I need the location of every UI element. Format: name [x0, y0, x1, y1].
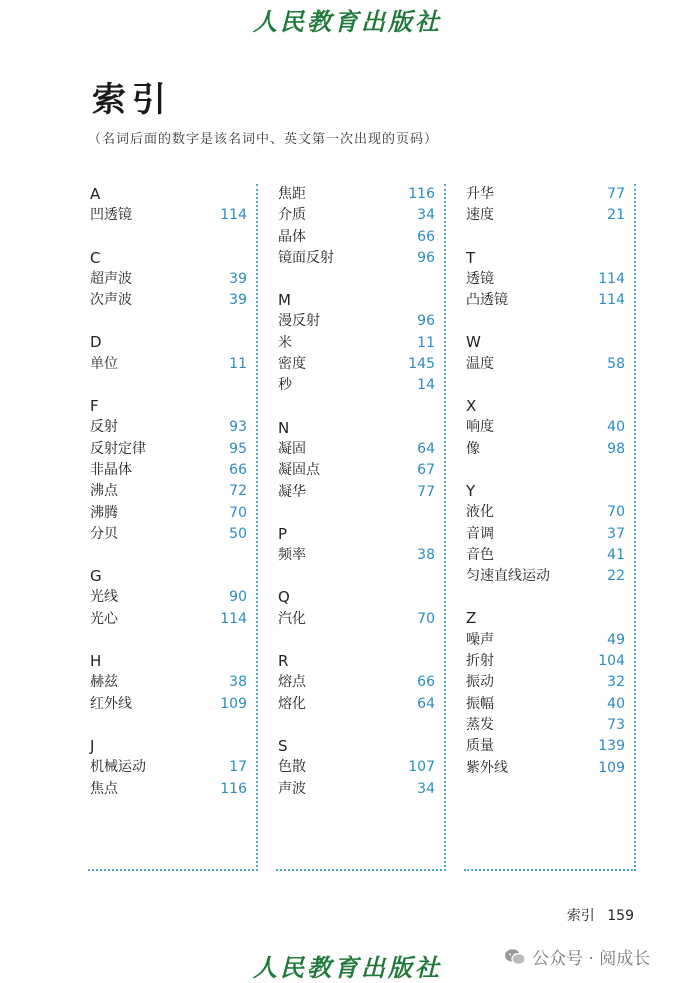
index-term: 秒 [278, 377, 292, 394]
index-entry [278, 757, 435, 778]
index-term: 凹透镜 [90, 207, 132, 224]
index-page-number: 114 [220, 610, 247, 627]
index-letter: F [90, 397, 99, 416]
wechat-icon [504, 948, 526, 966]
index-entry [278, 672, 435, 693]
index-page-number: 114 [598, 270, 625, 287]
index-term: 振幅 [466, 695, 494, 712]
index-group [278, 587, 435, 630]
index-group [90, 396, 247, 545]
index-entry [278, 694, 435, 715]
index-term: 凝华 [278, 483, 306, 500]
index-term: 分贝 [90, 525, 118, 542]
index-entry [466, 651, 625, 672]
index-entry [466, 184, 625, 205]
index-entry [90, 587, 247, 608]
index-entry [278, 609, 435, 630]
index-group [278, 290, 435, 396]
index-entry [466, 269, 625, 290]
index-entry [90, 524, 247, 545]
index-column-2 [276, 184, 446, 871]
index-term: 焦距 [278, 186, 306, 202]
index-group [90, 332, 247, 375]
index-entry [466, 417, 625, 438]
index-page-number: 109 [598, 759, 625, 776]
index-entry [90, 481, 247, 502]
index-term: 机械运动 [90, 759, 146, 776]
index-page-number: 21 [607, 207, 625, 224]
index-entry [90, 354, 247, 375]
index-entry [466, 290, 625, 311]
index-group [466, 248, 625, 312]
index-term: 次声波 [90, 292, 132, 309]
index-page-number: 70 [607, 504, 625, 521]
index-page-number: 93 [229, 419, 247, 436]
index-entry [90, 417, 247, 438]
index-entry [466, 672, 625, 693]
footer-label: 索引 [566, 908, 595, 924]
index-entry [278, 248, 435, 269]
index-entry [466, 354, 625, 375]
index-letter: X [466, 397, 477, 416]
index-group [278, 418, 435, 503]
index-page-number: 50 [229, 525, 247, 542]
index-term: 匀速直线运动 [466, 568, 550, 585]
index-letter: W [466, 333, 481, 352]
index-term: 介质 [278, 207, 306, 224]
index-page-number: 72 [229, 483, 247, 500]
index-page-number: 98 [607, 440, 625, 457]
index-entry [466, 524, 625, 545]
index-term: 漫反射 [278, 313, 320, 330]
index-page-number: 39 [229, 292, 247, 309]
index-group [466, 608, 625, 778]
index-page-number: 107 [408, 759, 435, 776]
index-term: 焦点 [90, 780, 118, 797]
page-number: 159 [607, 908, 634, 924]
index-page-number: 14 [417, 377, 435, 394]
index-term: 折射 [466, 653, 494, 670]
publisher-footer: 人民教育出版社 [253, 953, 442, 982]
index-term: 镜面反射 [278, 249, 334, 266]
index-group [466, 396, 625, 460]
index-page-number: 96 [417, 313, 435, 330]
index-group [90, 248, 247, 312]
index-entry [278, 779, 435, 800]
index-page-number: 77 [607, 186, 625, 202]
index-term: 透镜 [466, 270, 494, 287]
page-footer [540, 905, 634, 925]
index-term: 速度 [466, 207, 494, 224]
index-entry [278, 375, 435, 396]
index-term: 汽化 [278, 610, 306, 627]
index-term: 像 [466, 440, 480, 457]
index-page-number: 11 [229, 355, 247, 372]
index-entry [90, 672, 247, 693]
index-entry [278, 545, 435, 566]
index-entry [90, 269, 247, 290]
index-letter: H [90, 652, 102, 671]
index-term: 熔化 [278, 695, 306, 712]
index-page-number: 96 [417, 249, 435, 266]
index-letter: C [90, 248, 101, 267]
index-page-number: 95 [229, 440, 247, 457]
index-entry [466, 758, 625, 779]
index-page-number: 114 [220, 207, 247, 224]
index-group [466, 481, 625, 587]
index-term: 升华 [466, 186, 494, 202]
index-group [278, 524, 435, 567]
index-page-number: 34 [417, 780, 435, 797]
index-letter: G [90, 567, 102, 586]
index-page-number: 40 [607, 419, 625, 436]
index-entry [90, 290, 247, 311]
index-entry [278, 354, 435, 375]
index-term: 赫兹 [90, 674, 118, 691]
index-term: 红外线 [90, 695, 132, 712]
index-term: 非晶体 [90, 461, 132, 478]
index-entry [90, 439, 247, 460]
index-term: 熔点 [278, 674, 306, 691]
index-term: 质量 [466, 738, 494, 755]
index-entry [278, 227, 435, 248]
index-letter: N [278, 418, 290, 437]
index-page-number: 116 [220, 780, 247, 797]
index-term: 液化 [466, 504, 494, 521]
index-page-number: 38 [417, 547, 435, 564]
index-term: 超声波 [90, 270, 132, 287]
index-letter: Y [466, 481, 476, 500]
index-term: 光线 [90, 589, 118, 606]
index-group [466, 332, 625, 375]
index-term: 噪声 [466, 631, 494, 648]
index-page-number: 64 [417, 440, 435, 457]
index-letter: A [90, 185, 101, 203]
index-entry [466, 205, 625, 226]
index-group [90, 184, 247, 227]
index-letter: D [90, 333, 102, 352]
index-page-number: 66 [417, 674, 435, 691]
index-page-number: 58 [607, 355, 625, 372]
index-term: 音色 [466, 546, 494, 563]
index-entry [278, 184, 435, 205]
index-page-number: 66 [417, 228, 435, 245]
index-entry [466, 439, 625, 460]
index-term: 反射 [90, 419, 118, 436]
watermark [504, 944, 650, 969]
index-letter: P [278, 524, 288, 543]
index-group [466, 184, 625, 227]
index-page-number: 145 [408, 356, 435, 373]
index-entry [466, 694, 625, 715]
page-title: 索引 [92, 80, 172, 120]
index-page-number: 39 [229, 270, 247, 287]
index-term: 沸点 [90, 483, 118, 500]
index-page-number: 49 [607, 631, 625, 648]
index-page-number: 40 [607, 695, 625, 712]
index-letter: M [278, 291, 291, 310]
index-letter: Z [466, 609, 477, 628]
index-entry [90, 609, 247, 630]
index-letter: Q [278, 588, 290, 607]
index-term: 单位 [90, 355, 118, 372]
index-entry [466, 566, 625, 587]
index-group [90, 566, 247, 630]
index-term: 频率 [278, 547, 306, 564]
index-term: 紫外线 [466, 759, 508, 776]
index-page-number: 41 [607, 546, 625, 563]
index-page-number: 90 [229, 589, 247, 606]
index-letter: T [466, 248, 476, 267]
index-page-number: 77 [417, 483, 435, 500]
index-entry [466, 715, 625, 736]
index-term: 温度 [466, 355, 494, 372]
index-group [90, 651, 247, 715]
index-entry [90, 757, 247, 778]
index-page-number: 70 [417, 610, 435, 627]
index-letter: J [90, 736, 95, 755]
index-entry [90, 694, 247, 715]
index-page-number: 70 [229, 504, 247, 521]
index-entry [278, 311, 435, 332]
index-column-3 [464, 184, 636, 871]
index-term: 凸透镜 [466, 292, 508, 309]
index-page-number: 11 [417, 334, 435, 351]
watermark-text: 公众号 · 阅成长 [532, 949, 651, 969]
index-group [90, 736, 247, 800]
index-page-number: 66 [229, 461, 247, 478]
index-entry [278, 205, 435, 226]
index-page-number: 73 [607, 716, 625, 733]
index-entry [278, 333, 435, 354]
index-page-number: 38 [229, 674, 247, 691]
index-page-number: 116 [408, 186, 435, 202]
index-entry [466, 545, 625, 566]
index-term: 振动 [466, 674, 494, 691]
index-entry [466, 630, 625, 651]
index-letter: R [278, 652, 289, 671]
index-page-number: 139 [598, 738, 625, 755]
index-entry [466, 502, 625, 523]
index-term: 色散 [278, 759, 306, 776]
index-term: 声波 [278, 780, 306, 797]
index-page-number: 17 [229, 759, 247, 776]
index-entry [278, 439, 435, 460]
index-note: （名词后面的数字是该名词中、英文第一次出现的页码） [88, 132, 439, 147]
index-entry [278, 460, 435, 481]
index-column-1 [88, 184, 258, 871]
index-term: 密度 [278, 356, 306, 373]
index-term: 晶体 [278, 228, 306, 245]
index-page-number: 32 [607, 674, 625, 691]
index-page-number: 34 [417, 207, 435, 224]
index-entry [466, 736, 625, 757]
index-page-number: 67 [417, 462, 435, 479]
index-letter: S [278, 736, 288, 755]
index-page-number: 64 [417, 695, 435, 712]
index-page-number: 109 [220, 695, 247, 712]
index-page-number: 104 [598, 653, 625, 670]
index-entry [90, 460, 247, 481]
index-group [278, 651, 435, 715]
index-page-number: 114 [598, 292, 625, 309]
index-term: 反射定律 [90, 440, 146, 457]
index-term: 凝固 [278, 440, 306, 457]
index-group [278, 736, 435, 800]
index-term: 蒸发 [466, 716, 494, 733]
index-entry [90, 779, 247, 800]
index-term: 光心 [90, 610, 118, 627]
index-entry [90, 205, 247, 226]
index-page-number: 37 [607, 525, 625, 542]
publisher-header: 人民教育出版社 [253, 7, 442, 36]
index-entry [90, 503, 247, 524]
index-term: 米 [278, 334, 292, 351]
index-term: 凝固点 [278, 462, 320, 479]
index-group [278, 184, 435, 269]
index-term: 响度 [466, 419, 494, 436]
index-entry [278, 482, 435, 503]
index-term: 沸腾 [90, 504, 118, 521]
index-page-number: 22 [607, 568, 625, 585]
index-term: 音调 [466, 525, 494, 542]
